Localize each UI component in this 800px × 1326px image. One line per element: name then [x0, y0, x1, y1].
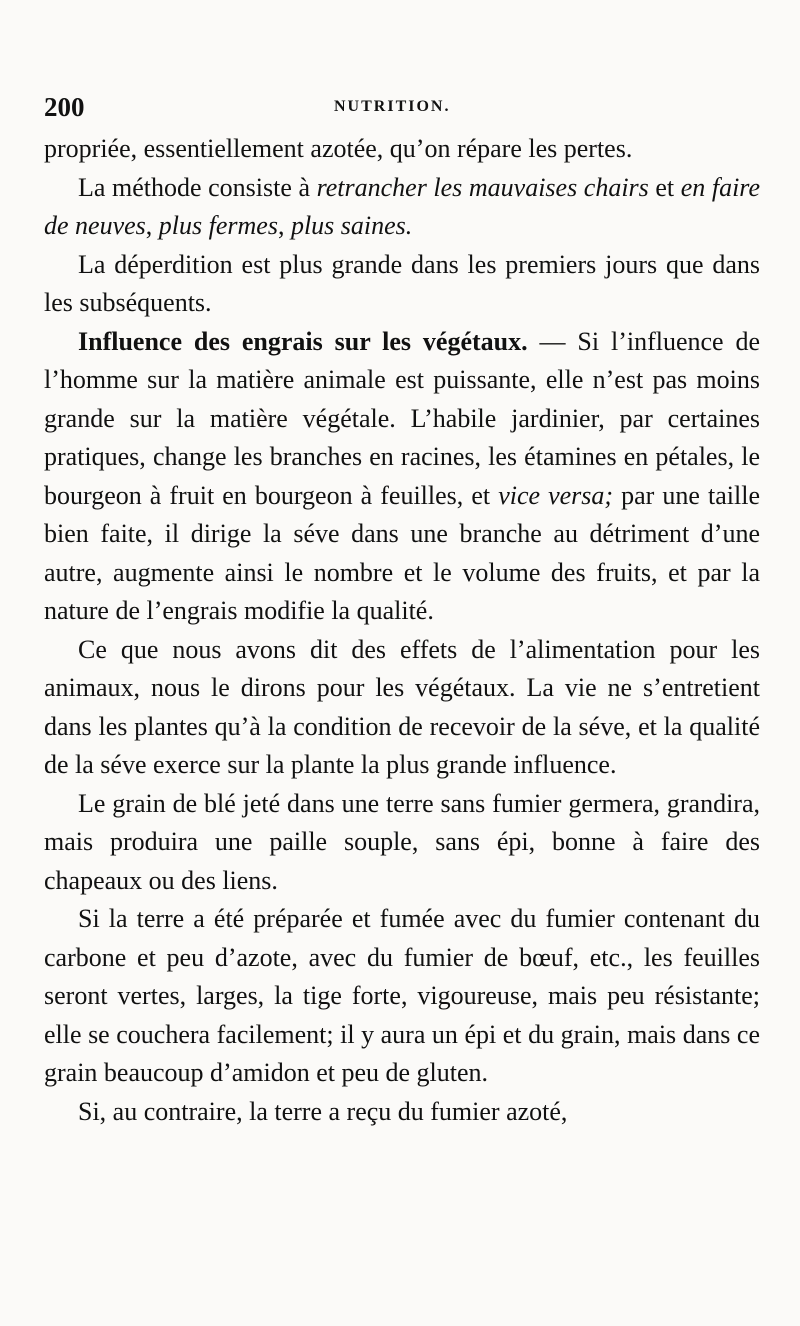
- running-title: NUTRITION.: [334, 98, 451, 115]
- paragraph-terre-preparee: [44, 900, 760, 1093]
- italic-run: retrancher les mauvaises chairs: [316, 172, 649, 202]
- text-run: La méthode consiste à: [78, 172, 317, 202]
- text-run: par une taille bien faite, il dirige la séve dans une branche au détriment d’une autre, augmente ainsi le nombre et le volume des fruits, et par la nature de l’engrais modifie la qualité.: [44, 480, 760, 625]
- text-run: propriée, essentiellement azotée, qu’on répare les pertes.: [44, 134, 633, 163]
- paragraph-influence-engrais: [44, 323, 760, 631]
- text-run: Si, au contraire, la terre a reçu du fumier azoté,: [78, 1096, 568, 1126]
- page-header: [44, 92, 744, 126]
- italic-run: plus saines.: [290, 211, 413, 240]
- text-run: La déperdition est plus grande dans les premiers jours que dans les subséquents.: [44, 249, 760, 317]
- body-text: [44, 130, 760, 1131]
- text-run: Le grain de blé jeté dans une terre sans fumier germera, grandira, mais produira une paille souple, sans épi, bonne à faire des chapeaux ou des liens.: [44, 788, 760, 895]
- page-number: 200: [44, 92, 85, 122]
- paragraph-method: [44, 169, 760, 246]
- paragraph-grain-de-ble: [44, 785, 760, 901]
- italic-run: plus fermes: [158, 211, 278, 240]
- paragraph-alimentation: [44, 631, 760, 785]
- italic-run: vice versa;: [498, 480, 614, 510]
- paragraph-continuation: [44, 130, 760, 169]
- text-run: Ce que nous avons dit des effets de l’alimentation pour les animaux, nous le dirons pour les végétaux. La vie ne s’entretient dans les plantes qu’à la condition de recevoir de la séve, et la qualité de la séve exerce sur la plante la plus grande influence.: [44, 634, 760, 779]
- text-run: Si la terre a été préparée et fumée avec du fumier contenant du carbone et peu d’azote, avec du fumier de bœuf, etc., les feuilles seront vertes, larges, la tige forte, vigoureuse, mais peu résistante; elle se couchera facilement; il y aura un épi et du grain, mais dans ce grain beaucoup d’amidon et peu de gluten.: [44, 904, 760, 1087]
- paragraph-deperdition: [44, 246, 760, 323]
- italic-run: en faire de neuves: [44, 172, 760, 240]
- section-heading: Influence des engrais sur les végétaux.: [78, 326, 528, 356]
- text-run: et: [648, 172, 681, 202]
- text-run: ,: [145, 211, 159, 240]
- text-run: — Si l’influence de l’homme sur la matière animale est puissante, elle n’est pas moins grande sur la matière végétale. L’habile jardinier, par certaines pratiques, change les branches en racines, les étamines en pétales, le bourgeon à fruit en bourgeon à feuilles, et: [44, 326, 760, 510]
- paragraph-au-contraire: [44, 1093, 760, 1132]
- text-run: ,: [277, 211, 291, 240]
